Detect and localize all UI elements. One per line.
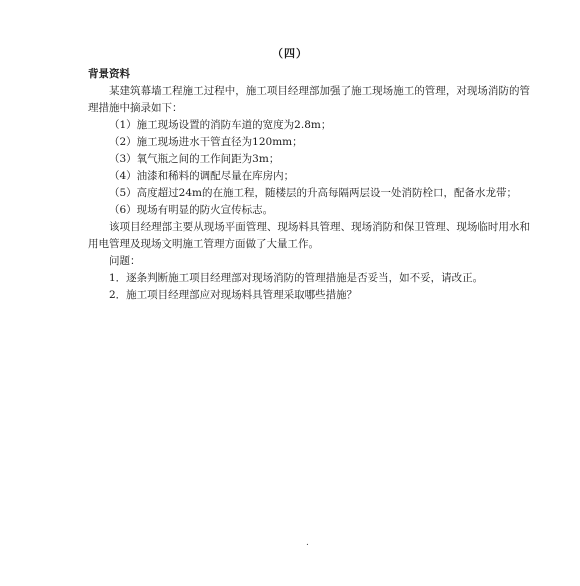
intro-paragraph: 某建筑幕墙工程施工过程中，施工项目经理部加强了施工现场施工的管理，对现场消防的管理措施中摘录如下：: [88, 85, 530, 114]
section-title: 背景资料: [88, 68, 130, 80]
measure-item-6: （6）现场有明显的防火宣传标志。: [109, 204, 274, 216]
summary-paragraph: 该项目经理部主要从现场平面管理、现场料具管理、现场消防和保卫管理、现场临时用水和用电管理及现场文明施工管理方面做了大量工作。: [88, 221, 530, 250]
question-item-2: 2．施工项目经理部应对现场料具管理采取哪些措施？: [109, 289, 358, 301]
question-item-1: 1．逐条判断施工项目经理部对现场消防的管理措施是否妥当，如不妥，请改正。: [109, 272, 484, 284]
case-heading: （四）: [272, 47, 308, 60]
questions-label: 问题：: [109, 255, 141, 267]
measure-item-4: （4）油漆和稀料的调配尽量在库房内；: [109, 170, 295, 182]
measure-item-1: （1）施工现场设置的消防车道的宽度为2.8m；: [109, 119, 332, 131]
measure-item-3: （3）氧气瓶之间的工作间距为3m；: [109, 153, 280, 165]
measure-item-5: （5）高度超过24m的在施工程，随楼层的升高每隔两层设一处消防栓口，配备水龙带；: [109, 187, 517, 199]
measure-item-2: （2）施工现场进水干管直径为120mm；: [109, 136, 303, 148]
footer-mark: .: [306, 538, 309, 548]
case-body: [88, 66, 530, 304]
